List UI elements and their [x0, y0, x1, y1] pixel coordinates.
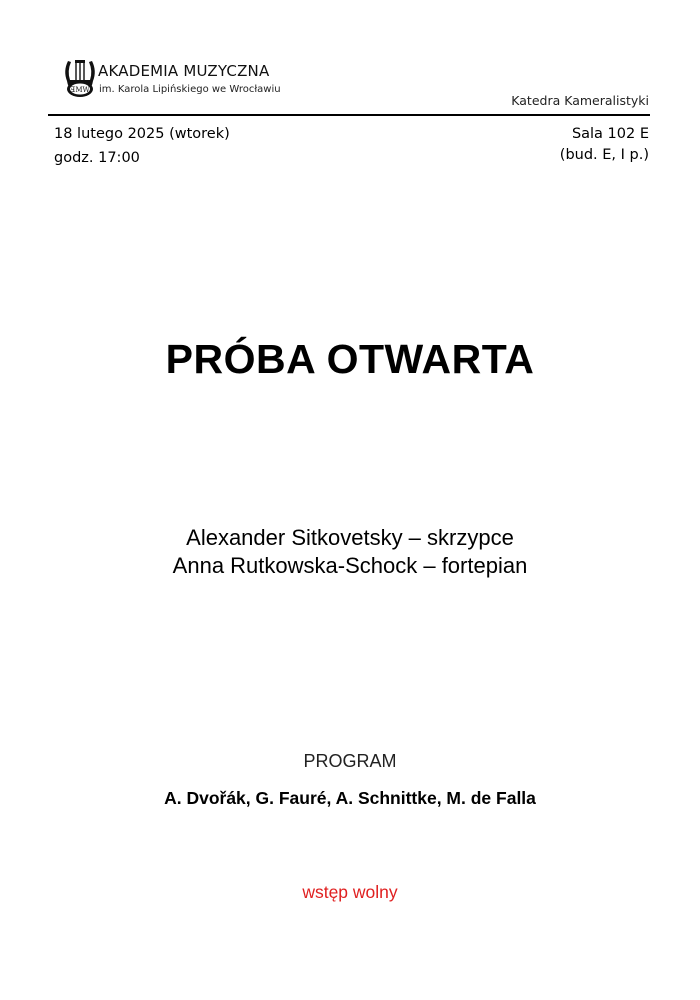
performer-violin: Alexander Sitkovetsky – skrzypce [186, 525, 514, 550]
event-time: godz. 17:00 [54, 150, 140, 166]
svg-text:ƎMW: ƎMW [70, 86, 90, 94]
department-name: Katedra Kameralistyki [511, 93, 649, 108]
event-title: PRÓBA OTWARTA [165, 336, 535, 382]
program-composers: A. Dvořák, G. Fauré, A. Schnittke, M. de Falla [164, 788, 536, 808]
event-room: Sala 102 E [571, 126, 649, 142]
header-divider [48, 114, 650, 116]
event-building: (bud. E, I p.) [559, 147, 649, 163]
program-heading: PROGRAM [303, 751, 397, 771]
lyre-icon [60, 57, 100, 99]
admission-note: wstęp wolny [302, 882, 398, 902]
institution-subtitle: im. Karola Lipińskiego we Wrocławiu [99, 84, 281, 95]
event-date: 18 lutego 2025 (wtorek) [54, 126, 230, 142]
performer-piano: Anna Rutkowska-Schock – fortepian [172, 553, 528, 578]
institution-name: AKADEMIA MUZYCZNA [98, 62, 270, 80]
